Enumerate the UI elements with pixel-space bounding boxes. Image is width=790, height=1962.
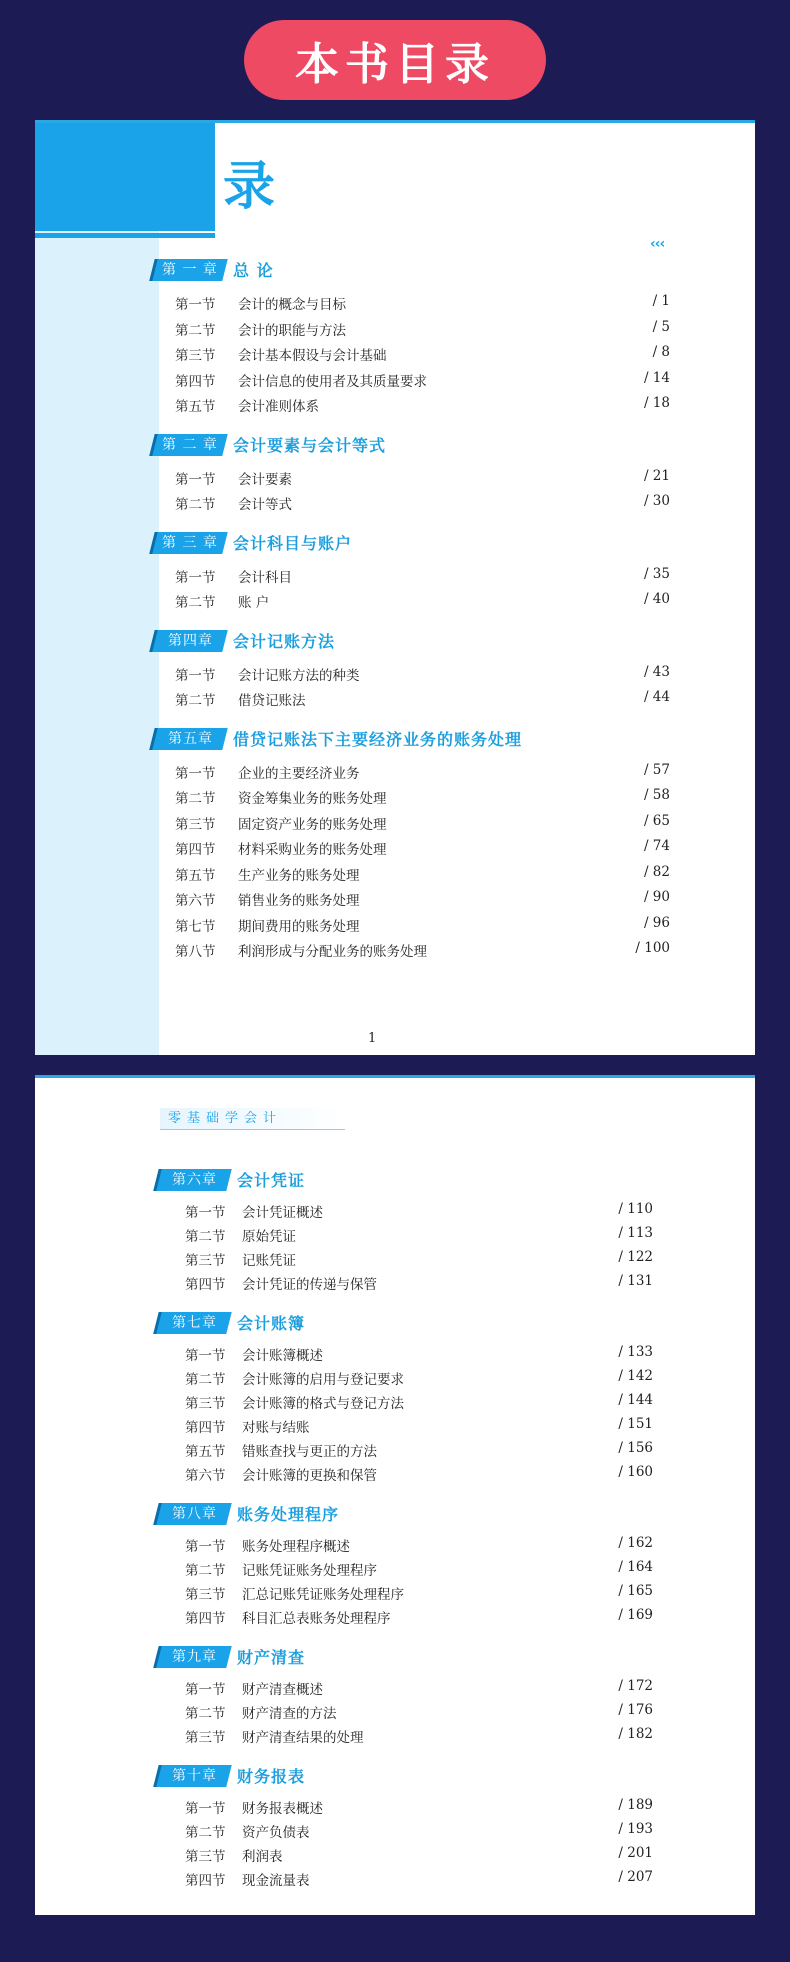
- section-number: 第二节: [175, 693, 216, 709]
- banner-title: 本书目录: [295, 39, 495, 90]
- section-title: 会计要素: [238, 471, 292, 488]
- chapter-number-tag: [149, 434, 227, 456]
- section-page-number: / 156: [618, 1440, 653, 1456]
- chapter-block: [35, 258, 755, 415]
- section-page-number: / 14: [643, 369, 670, 386]
- chapter-number-tag: [153, 1503, 231, 1525]
- section-number: 第六节: [175, 893, 216, 909]
- section-title: 会计的职能与方法: [238, 322, 346, 339]
- section-title: 企业的主要经济业务: [238, 765, 360, 782]
- toc-page-1: [35, 120, 755, 1055]
- section-title: 利润形成与分配业务的账务处理: [238, 944, 427, 960]
- chapter-number: 第七章: [171, 1315, 217, 1331]
- chapter-block: [35, 1764, 755, 1889]
- section-title: 记账凭证: [242, 1253, 296, 1269]
- section-page-number: / 165: [618, 1583, 653, 1599]
- chapter-title: 会计账簿: [237, 1314, 306, 1333]
- chapter-heading[interactable]: [35, 629, 755, 655]
- section-number: 第三节: [185, 1587, 226, 1603]
- section-number: 第四节: [185, 1873, 226, 1889]
- section-title: 借贷记账法: [238, 693, 306, 709]
- section-number: 第二节: [185, 1229, 226, 1245]
- chapter-heading[interactable]: [35, 433, 755, 459]
- section-page-number: / 21: [643, 467, 670, 484]
- section-number: 第三节: [175, 348, 216, 364]
- chapter-number: 第 三 章: [162, 534, 218, 551]
- section-page-number: / 44: [643, 689, 670, 705]
- section-title: 资产负债表: [242, 1825, 310, 1841]
- chapter-block: [35, 1168, 755, 1293]
- section-number: 第二节: [185, 1372, 226, 1388]
- section-page-number: / 58: [643, 787, 670, 803]
- chapter-number-tag: [149, 630, 227, 652]
- chapter-number: 第九章: [171, 1649, 217, 1665]
- chapter-title: 会计凭证: [237, 1171, 306, 1190]
- section-title: 错账查找与更正的方法: [242, 1444, 377, 1460]
- chapter-number-tag: [149, 259, 227, 281]
- chapter-number-tag: [153, 1765, 231, 1787]
- chapter-title: 财产清查: [237, 1648, 306, 1667]
- section-title: 会计账簿概述: [242, 1348, 323, 1364]
- section-page-number: / 1: [652, 293, 670, 309]
- book-contents-banner: [244, 20, 546, 100]
- chapter-block: [35, 1502, 755, 1627]
- section-page-number: / 113: [618, 1225, 653, 1241]
- chapter-heading[interactable]: [35, 727, 755, 753]
- section-number: 第一节: [175, 471, 216, 488]
- chapter-block: [35, 727, 755, 960]
- section-number: 第二节: [185, 1563, 226, 1579]
- section-title: 会计准则体系: [238, 399, 319, 415]
- section-title: 汇总记账凭证账务处理程序: [242, 1587, 404, 1603]
- chapter-title: 总 论: [233, 261, 274, 280]
- chapter-block: [35, 1311, 755, 1484]
- section-number: 第一节: [185, 1205, 226, 1221]
- chapter-heading[interactable]: [35, 1502, 755, 1528]
- section-number: 第一节: [185, 1682, 226, 1698]
- section-page-number: / 57: [643, 761, 670, 778]
- section-page-number: / 90: [643, 889, 670, 905]
- section-page-number: / 30: [643, 493, 670, 509]
- section-title: 会计账簿的更换和保管: [242, 1468, 377, 1484]
- section-title: 财产清查的方法: [242, 1706, 337, 1722]
- chapter-number-tag: [149, 728, 227, 750]
- section-title: 会计凭证的传递与保管: [242, 1277, 377, 1293]
- section-page-number: / 74: [643, 838, 670, 854]
- section-page-number: / 144: [618, 1392, 653, 1408]
- section-title: 会计科目: [238, 569, 292, 586]
- chapter-block: [35, 433, 755, 513]
- section-page-number: / 110: [618, 1201, 653, 1217]
- chapter-number: 第八章: [171, 1506, 217, 1522]
- section-title: 期间费用的账务处理: [238, 918, 360, 935]
- chapter-heading[interactable]: [35, 1168, 755, 1194]
- section-title: 会计的概念与目标: [238, 297, 346, 313]
- section-number: 第三节: [175, 816, 216, 833]
- section-page-number: / 100: [635, 940, 670, 956]
- section-number: 第一节: [175, 667, 216, 684]
- section-page-number: / 40: [643, 591, 670, 607]
- chapter-number-tag: [153, 1312, 231, 1334]
- section-number: 第二节: [185, 1825, 226, 1841]
- section-number: 第二节: [175, 595, 216, 611]
- section-page-number: / 193: [618, 1821, 653, 1837]
- chapter-title: 会计科目与账户: [233, 533, 353, 553]
- section-page-number: / 176: [618, 1702, 653, 1718]
- section-title: 会计账簿的启用与登记要求: [242, 1372, 404, 1388]
- section-number: 第二节: [175, 497, 216, 513]
- section-number: 第一节: [175, 765, 216, 782]
- section-number: 第一节: [185, 1348, 226, 1364]
- chapter-number-tag: [153, 1169, 231, 1191]
- section-page-number: / 43: [643, 663, 670, 680]
- section-page-number: / 164: [618, 1559, 653, 1575]
- section-title: 材料采购业务的账务处理: [238, 842, 387, 858]
- section-title: 会计记账方法的种类: [238, 667, 360, 684]
- section-page-number: / 169: [618, 1607, 653, 1623]
- title-underline: [35, 233, 215, 238]
- section-page-number: / 96: [643, 914, 670, 931]
- chapter-title: 账务处理程序: [237, 1505, 340, 1524]
- section-page-number: / 133: [618, 1344, 653, 1360]
- page-number: 1: [368, 1031, 377, 1046]
- section-page-number: / 131: [618, 1273, 653, 1289]
- chapter-number: 第四章: [167, 632, 213, 649]
- section-page-number: / 160: [618, 1464, 653, 1480]
- section-title: 会计等式: [238, 497, 292, 513]
- section-title: 财产清查结果的处理: [242, 1730, 364, 1746]
- section-title: 现金流量表: [242, 1873, 310, 1889]
- section-number: 第四节: [185, 1611, 226, 1627]
- section-title: 财务报表概述: [242, 1801, 323, 1817]
- section-title: 会计基本假设与会计基础: [238, 348, 387, 364]
- section-page-number: / 182: [618, 1726, 653, 1742]
- section-page-number: / 207: [618, 1869, 653, 1885]
- section-title: 固定资产业务的账务处理: [238, 816, 387, 833]
- section-number: 第三节: [185, 1396, 226, 1412]
- section-number: 第一节: [185, 1539, 226, 1555]
- section-number: 第二节: [175, 791, 216, 807]
- section-page-number: / 35: [643, 565, 670, 582]
- chapter-title: 借贷记账法下主要经济业务的账务处理: [233, 729, 523, 749]
- section-number: 第三节: [185, 1849, 226, 1865]
- section-number: 第五节: [185, 1444, 226, 1460]
- section-number: 第一节: [185, 1801, 226, 1817]
- section-page-number: / 172: [618, 1678, 653, 1694]
- chapter-number-tag: [149, 532, 227, 554]
- section-page-number: / 201: [618, 1845, 653, 1861]
- section-number: 第四节: [185, 1277, 226, 1293]
- section-title: 会计信息的使用者及其质量要求: [238, 373, 427, 390]
- chapter-heading[interactable]: [35, 1645, 755, 1671]
- section-title: 销售业务的账务处理: [238, 893, 360, 909]
- section-number: 第六节: [185, 1468, 226, 1484]
- section-title: 资金筹集业务的账务处理: [238, 791, 387, 807]
- section-title: 利润表: [242, 1849, 283, 1865]
- chapter-number: 第 二 章: [162, 436, 218, 453]
- chevrons-icon: ‹‹‹: [650, 236, 665, 252]
- section-number: 第七节: [175, 918, 216, 935]
- section-title: 会计账簿的格式与登记方法: [242, 1396, 404, 1412]
- chapter-number: 第 一 章: [162, 262, 218, 278]
- section-number: 第二节: [185, 1706, 226, 1722]
- section-number: 第三节: [185, 1730, 226, 1746]
- running-head: 零基础学会计: [160, 1108, 345, 1130]
- chapter-block: [35, 531, 755, 611]
- chapter-heading[interactable]: [35, 258, 755, 284]
- section-title: 账务处理程序概述: [242, 1539, 350, 1555]
- section-title: 财产清查概述: [242, 1682, 323, 1698]
- chapter-title: 会计记账方法: [233, 631, 336, 651]
- section-title: 记账凭证账务处理程序: [242, 1563, 377, 1579]
- chapter-number: 第六章: [171, 1172, 217, 1188]
- section-title: 账 户: [238, 595, 270, 611]
- section-number: 第一节: [175, 297, 216, 313]
- chapter-title: 财务报表: [237, 1767, 306, 1786]
- chapter-number-tag: [153, 1646, 231, 1668]
- section-number: 第三节: [185, 1253, 226, 1269]
- toc-page-2: [35, 1075, 755, 1915]
- chapter-heading[interactable]: [35, 1311, 755, 1337]
- chapter-block: [35, 1645, 755, 1746]
- section-page-number: / 162: [618, 1535, 653, 1551]
- section-number: 第四节: [175, 842, 216, 858]
- section-number: 第八节: [175, 944, 216, 960]
- section-number: 第五节: [175, 399, 216, 415]
- chapter-number: 第五章: [167, 730, 213, 747]
- section-page-number: / 65: [643, 812, 670, 829]
- chapter-number: 第十章: [171, 1768, 217, 1784]
- section-page-number: / 151: [618, 1416, 653, 1432]
- section-number: 第四节: [185, 1420, 226, 1436]
- section-page-number: / 122: [618, 1249, 653, 1265]
- section-page-number: / 189: [618, 1797, 653, 1813]
- section-page-number: / 142: [618, 1368, 653, 1384]
- chapter-heading[interactable]: [35, 531, 755, 557]
- section-number: 第五节: [175, 867, 216, 884]
- page-title: 目录: [165, 157, 282, 217]
- section-page-number: / 18: [643, 395, 670, 411]
- section-title: 原始凭证: [242, 1229, 296, 1245]
- section-title: 对账与结账: [242, 1420, 310, 1436]
- section-number: 第二节: [175, 322, 216, 339]
- section-number: 第四节: [175, 373, 216, 390]
- section-title: 会计凭证概述: [242, 1205, 323, 1221]
- section-title: 生产业务的账务处理: [238, 867, 360, 884]
- section-page-number: / 5: [652, 318, 670, 335]
- section-title: 科目汇总表账务处理程序: [242, 1611, 391, 1627]
- chapter-block: [35, 629, 755, 709]
- chapter-title: 会计要素与会计等式: [233, 435, 387, 455]
- section-number: 第一节: [175, 569, 216, 586]
- chapter-heading[interactable]: [35, 1764, 755, 1790]
- section-page-number: / 82: [643, 863, 670, 880]
- section-page-number: / 8: [652, 344, 670, 360]
